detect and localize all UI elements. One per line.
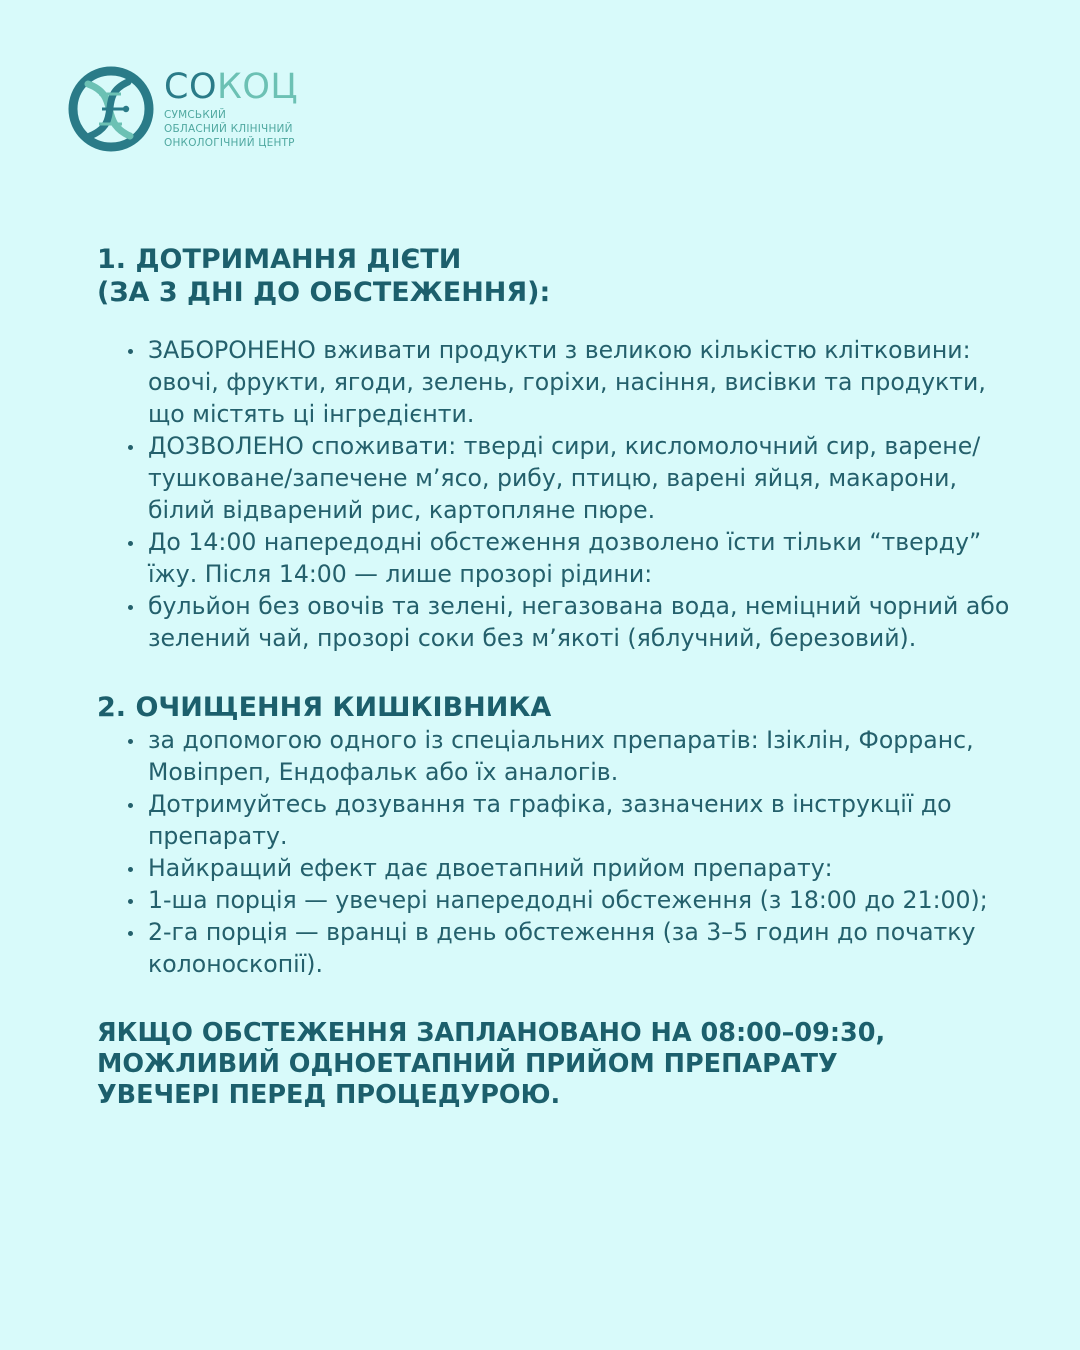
list-item: бульйон без овочів та зелені, негазована вода, неміцний чорний або зелений чай, прозорі соки без м’якоті (яблучний, березовий).: [125, 590, 1027, 654]
logo-subtitle-line: СУМСЬКИЙ: [164, 108, 227, 121]
list-item: До 14:00 напередодні обстеження дозволено їсти тільки “тверду” їжу. Після 14:00 — лише прозорі рідини:: [125, 526, 1027, 590]
logo-subtitle-line: ОНКОЛОГІЧНИЙ ЦЕНТР: [164, 136, 295, 149]
logo-name: [164, 66, 299, 107]
list-item: ЗАБОРОНЕНО вживати продукти з великою кількістю клітковини: овочі, фрукти, ягоди, зелень, горіхи, насіння, висівки та продукти, що містять ці інгредієнти.: [125, 334, 1027, 430]
section1-heading-line1: 1. ДОТРИМАННЯ ДІЄТИ: [97, 244, 462, 275]
list-item: за допомогою одного із спеціальних препаратів: Ізіклін, Форранс, Мовіпреп, Ендофальк або їх аналогів.: [125, 724, 1027, 788]
section2-heading: 2. ОЧИЩЕННЯ КИШКІВНИКА: [97, 692, 552, 723]
section1-heading-line2: (ЗА 3 ДНІ ДО ОБСТЕЖЕННЯ):: [97, 277, 551, 308]
final-note: [97, 1018, 1027, 1111]
list-item: 2-га порція — вранці в день обстеження (за 3–5 годин до початку колоноскопії).: [125, 916, 1027, 980]
note-line2: МОЖЛИВИЙ ОДНОЕТАПНИЙ ПРИЙОМ ПРЕПАРАТУ: [97, 1049, 838, 1079]
cleansing-list: [97, 724, 1027, 980]
section1-heading: [97, 243, 1027, 309]
logo-name-part2: КОЦ: [217, 66, 299, 107]
note-line3: УВЕЧЕРІ ПЕРЕД ПРОЦЕДУРОЮ.: [97, 1080, 561, 1110]
logo-name-part1: СО: [164, 66, 217, 107]
logo: [66, 64, 298, 154]
dna-helix-icon: [66, 64, 156, 154]
instructions: [97, 243, 1027, 1111]
logo-subtitle: [164, 108, 298, 150]
list-item: ДОЗВОЛЕНО споживати: тверді сири, кисломолочний сир, варене/тушковане/запечене м’ясо, рибу, птицю, варені яйця, макарони, білий відварений рис, картопляне пюре.: [125, 430, 1027, 526]
list-item: Дотримуйтесь дозування та графіка, зазначених в інструкції до препарату.: [125, 788, 1027, 852]
list-item: Найкращий ефект дає двоетапний прийом препарату:: [125, 852, 1027, 884]
note-line1: ЯКЩО ОБСТЕЖЕННЯ ЗАПЛАНОВАНО НА 08:00–09:30,: [97, 1018, 886, 1048]
diet-list: [97, 334, 1027, 654]
logo-subtitle-line: ОБЛАСНИЙ КЛІНІЧНИЙ: [164, 122, 293, 135]
list-item: 1-ша порція — увечері напередодні обстеження (з 18:00 до 21:00);: [125, 884, 1027, 916]
